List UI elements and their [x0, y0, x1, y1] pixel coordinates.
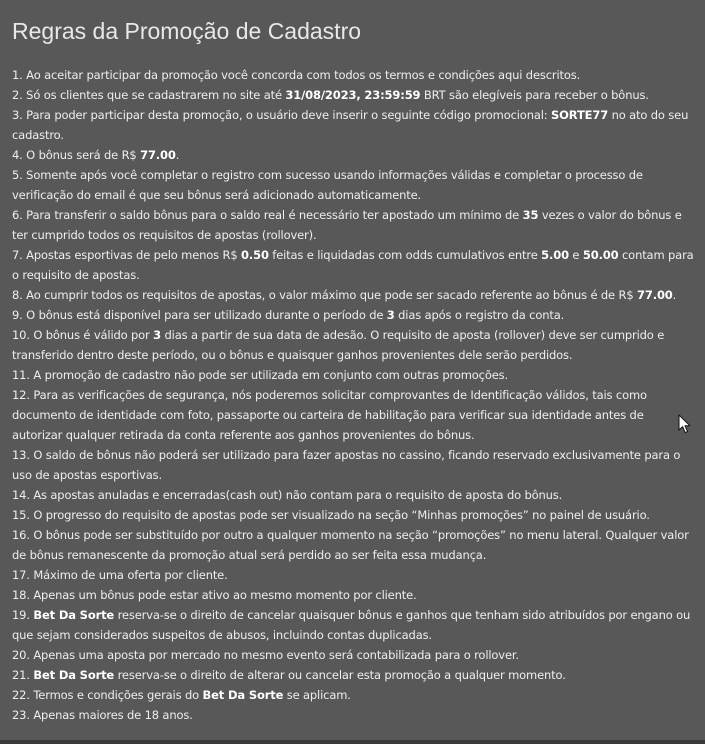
rule-item: 23. Apenas maiores de 18 anos.	[12, 708, 193, 722]
rule-highlight: 3	[153, 328, 162, 342]
rule-item: 16. O bônus pode ser substituído por outro a qualquer momento na seção “promoções” no menu lateral. Qualquer valor de bônus remanescente da promoção atual será perdido ao ser feita essa mudança.	[12, 528, 689, 562]
rule-item: 15. O progresso do requisito de apostas pode ser visualizado na seção “Minhas promoções” no painel de usuário.	[12, 508, 650, 522]
rule-item: 14. As apostas anuladas e encerradas(cash out) não contam para o requisito de aposta do bônus.	[12, 488, 563, 502]
rule-highlight: 50.00	[582, 248, 619, 262]
rule-highlight: Bet Da Sorte	[33, 668, 115, 682]
rule-item: 11. A promoção de cadastro não pode ser utilizada em conjunto com outras promoções.	[12, 368, 509, 382]
modal-bottom-edge	[0, 740, 705, 744]
rule-item: 5. Somente após você completar o registro com sucesso usando informações válidas e completar o processo de verificação do email é que seu bônus será adicionado automaticamente.	[12, 168, 643, 202]
rule-highlight: 5.00	[541, 248, 569, 262]
rule-highlight: 31/08/2023, 23:59:59	[285, 88, 421, 102]
rules-list[interactable]	[12, 65, 694, 725]
rule-item: 1. Ao aceitar participar da promoção você concorda com todos os termos e condições aqui descritos.	[12, 68, 581, 82]
rule-item: 9. O bônus está disponível para ser utilizado durante o período de 3 dias após o registro da conta.	[12, 308, 565, 322]
rule-item: 6. Para transferir o saldo bônus para o saldo real é necessário ter apostado um mínimo de 35 vezes o valor do bônus e ter cumprido todos os requisitos de apostas (rollover).	[12, 208, 682, 242]
rule-highlight: 77.00	[140, 148, 176, 162]
mouse-pointer-icon	[678, 414, 692, 434]
rule-item: 19. Bet Da Sorte reserva-se o direito de cancelar quaisquer bônus e ganhos que tenham sido atribuídos por engano ou que sejam considerados suspeitos de abusos, incluindo contas duplicadas.	[12, 608, 691, 642]
rule-item: 10. O bônus é válido por 3 dias a partir de sua data de adesão. O requisito de aposta (rollover) deve ser cumprido e transferido dentro deste período, ou o bônus e quaisquer ganhos provenientes dele serão perdidos.	[12, 328, 665, 362]
rule-item: 7. Apostas esportivas de pelo menos R$ 0.50 feitas e liquidadas com odds cumulativos entre 5.00 e 50.00 contam para o requisito de apostas.	[12, 248, 694, 282]
rule-highlight: 77.00	[637, 288, 673, 302]
rule-item: 18. Apenas um bônus pode estar ativo ao mesmo momento por cliente.	[12, 588, 417, 602]
rule-item: 13. O saldo de bônus não poderá ser utilizado para fazer apostas no cassino, ficando reservado exclusivamente para o uso de apostas esportivas.	[12, 448, 681, 482]
modal-title: Regras da Promoção de Cadastro	[12, 18, 362, 44]
rule-highlight: Bet Da Sorte	[33, 608, 115, 622]
rule-item: 4. O bônus será de R$ 77.00.	[12, 148, 180, 162]
rule-item: 20. Apenas uma aposta por mercado no mesmo evento será contabilizada para o rollover.	[12, 648, 519, 662]
rule-highlight: SORTE77	[551, 108, 609, 122]
rule-highlight: 3	[386, 308, 395, 322]
rule-item: 2. Só os clientes que se cadastrarem no site até 31/08/2023, 23:59:59 BRT são elegíveis para receber o bônus.	[12, 88, 649, 102]
rule-highlight: 0.50	[241, 248, 269, 262]
rule-item: 8. Ao cumprir todos os requisitos de apostas, o valor máximo que pode ser sacado referente ao bônus é de R$ 77.00.	[12, 288, 677, 302]
rule-item: 17. Máximo de uma oferta por cliente.	[12, 568, 228, 582]
rule-item: 12. Para as verificações de segurança, nós poderemos solicitar comprovantes de Identificação válidos, tais como documento de identidade com foto, passaporte ou carteira de habilitação para verificar sua identidade antes de autorizar qualquer retirada da conta referente aos ganhos provenientes do bônus.	[12, 388, 647, 442]
rule-item: 22. Termos e condições gerais do Bet Da Sorte se aplicam.	[12, 688, 351, 702]
rule-item: 3. Para poder participar desta promoção, o usuário deve inserir o seguinte código promocional: SORTE77 no ato do seu cadastro.	[12, 108, 689, 142]
rule-highlight: 35	[522, 208, 539, 222]
rule-highlight: Bet Da Sorte	[202, 688, 284, 702]
rule-item: 21. Bet Da Sorte reserva-se o direito de alterar ou cancelar esta promoção a qualquer momento.	[12, 668, 566, 682]
